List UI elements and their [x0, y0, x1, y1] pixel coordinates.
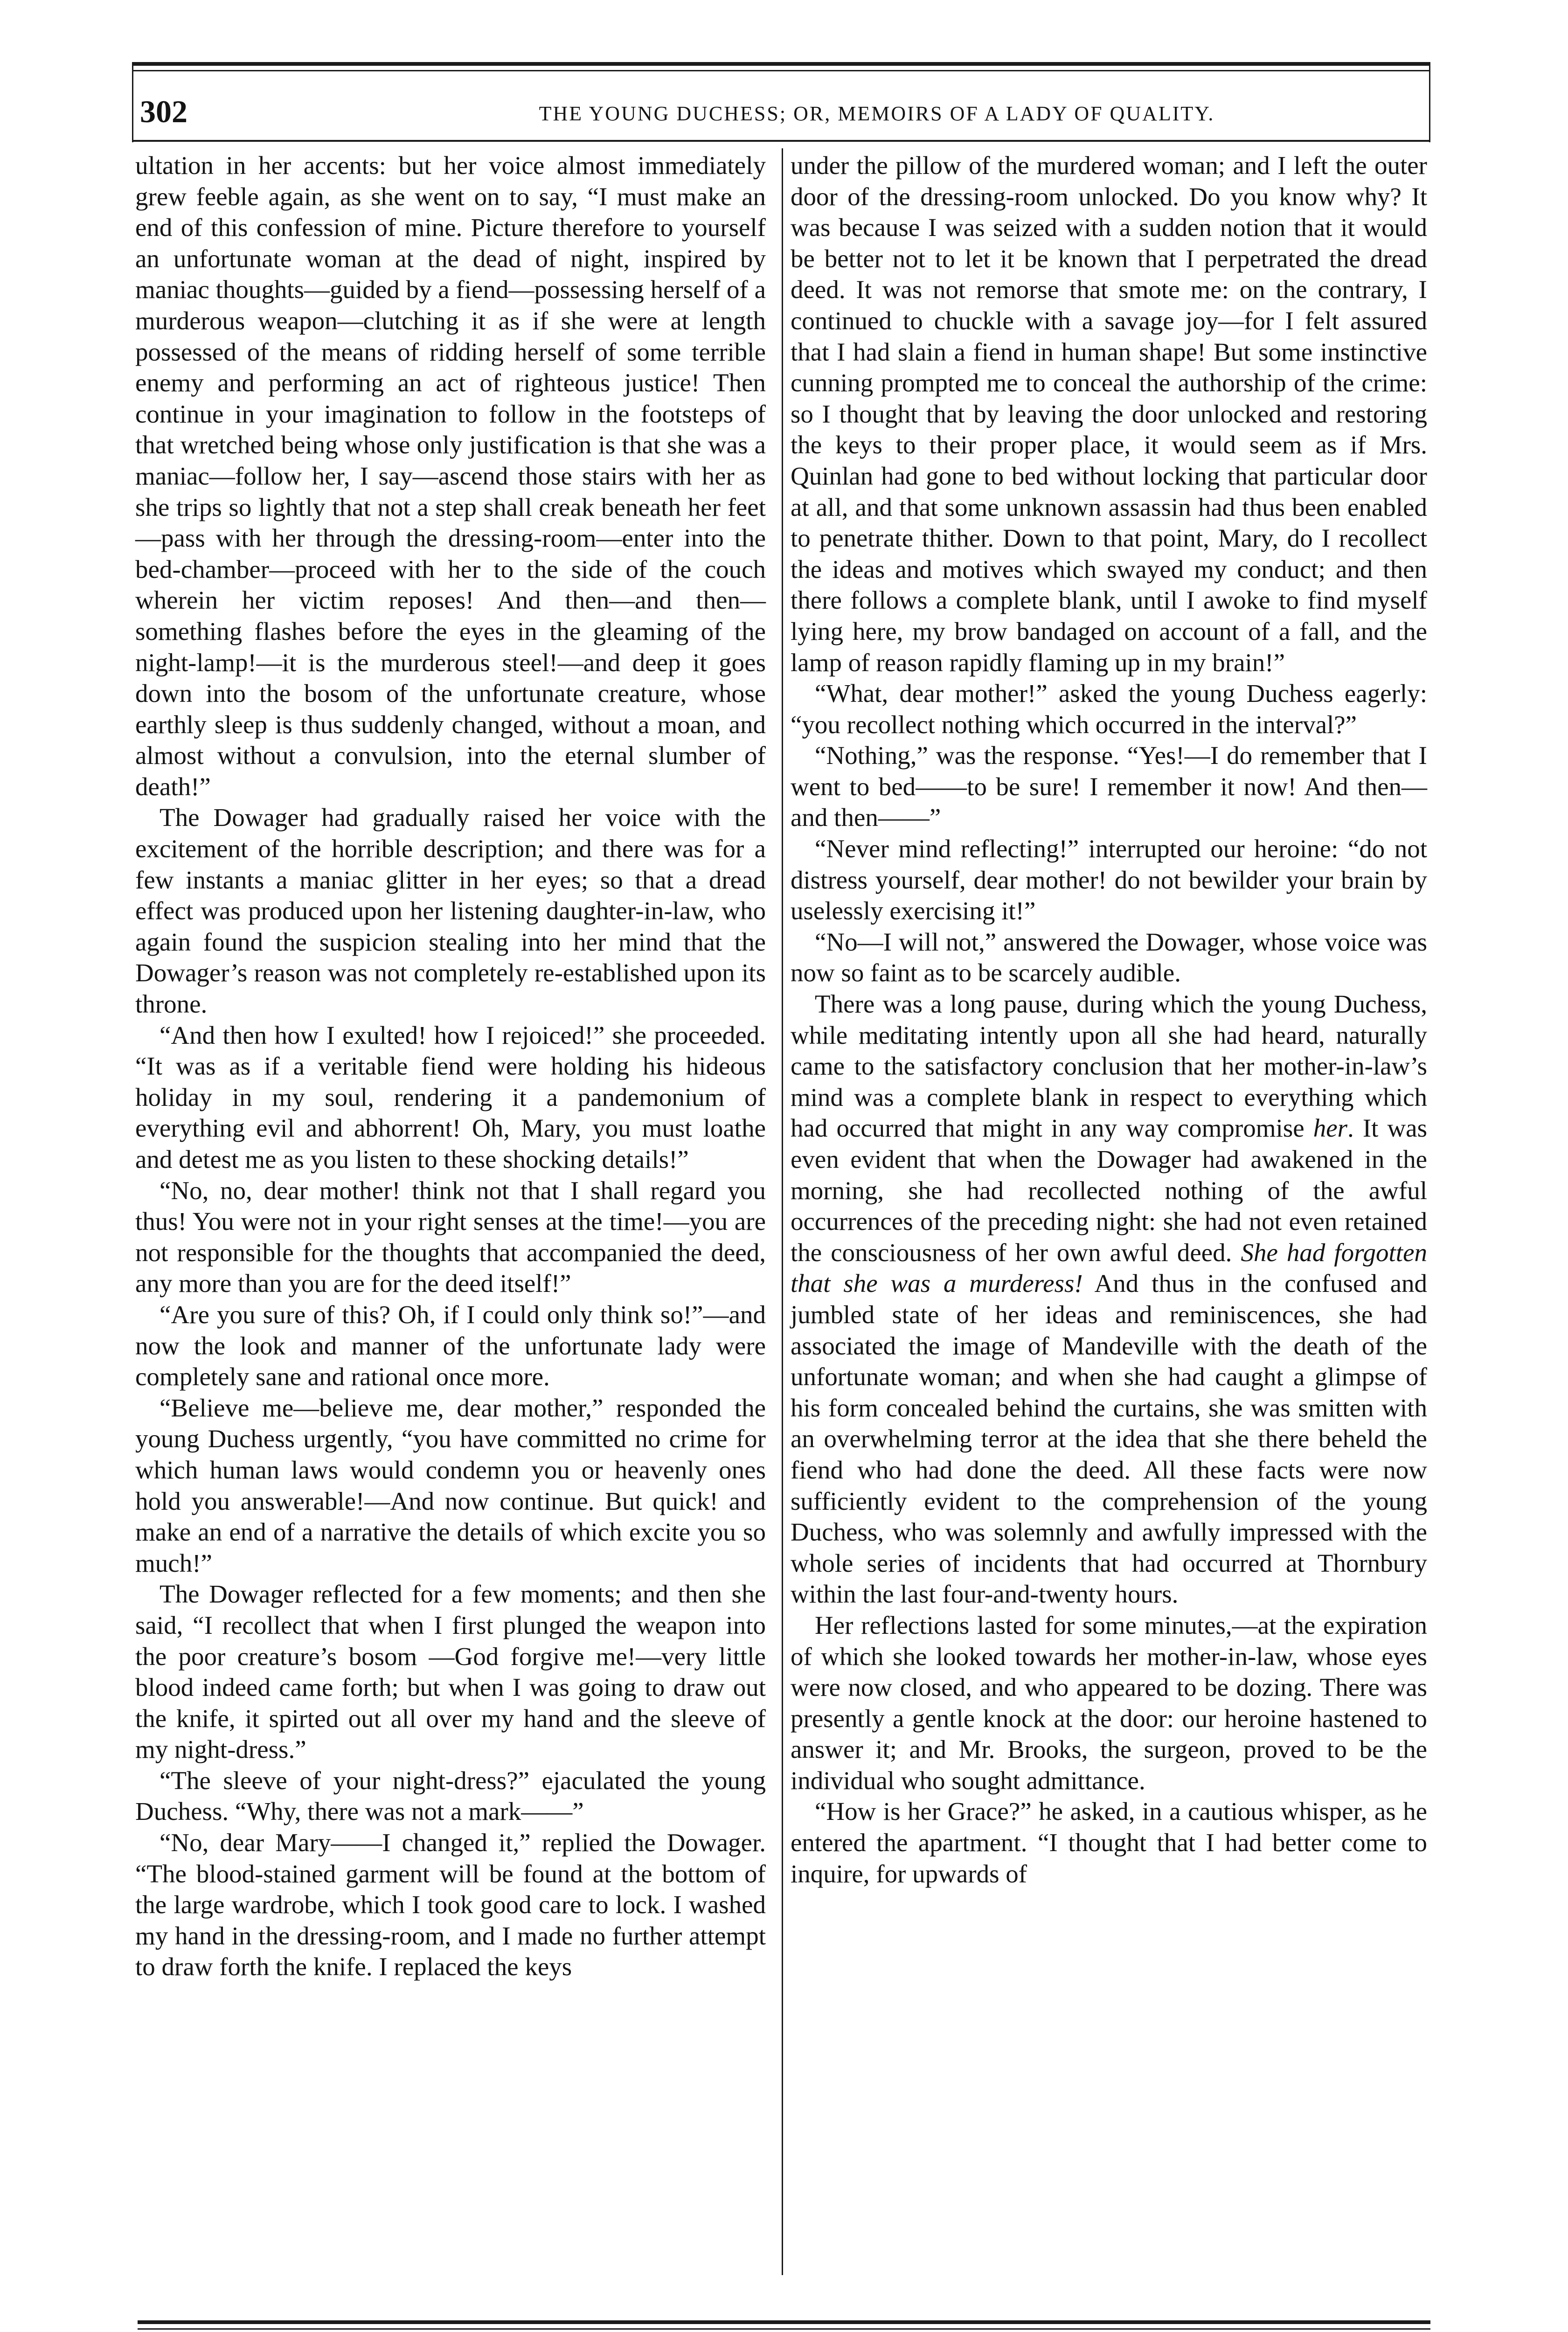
header-rule: [133, 140, 1430, 142]
header-left-border: [132, 62, 133, 142]
right-column: [791, 150, 1427, 1889]
header-right-border: [1429, 62, 1430, 142]
top-double-rule-thick: [133, 62, 1430, 66]
paragraph: “Nothing,” was the response. “Yes!—I do remember that I went to bed——to be sure! I remember it now! And then—and then——”: [791, 741, 1427, 832]
text-run: . It was even evident that when the Dowager had awakened in the morning, she had recollected nothing of the awful occurrences of the preceding night: she had not even retained the consciousness of her own awful deed.: [791, 1114, 1427, 1267]
top-double-rule-thin: [133, 70, 1430, 71]
page-number: 302: [140, 94, 187, 129]
paragraph: [791, 989, 1427, 1610]
paragraph: ultation in her accents: but her voice almost immediately grew feeble again, as she went on to say, “I must make an end of this confession of mine. Picture therefore to yourself an unfortunate woman at the dead of night, inspired by maniac thoughts—guided by a fiend—possessing herself of a murderous weapon—clutching it as if she were at length possessed of the means of ridding herself of some terrible enemy and performing an act of righteous justice! Then continue in your imagination to follow in the footsteps of that wretched being whose only justification is that she was a maniac—follow her, I say—ascend those stairs with her as she trips so lightly that not a step shall creak beneath her feet—pass with her through the dressing-room—enter into the bed-chamber—proceed with her to the side of the couch wherein her victim reposes! And then—and then—something flashes before the eyes in the gleaming of the night-lamp!—it is the murderous steel!—and deep it goes down into the bosom of the unfortunate creature, whose earthly sleep is thus suddenly changed, without a moan, and almost without a convulsion, into the eternal slumber of death!”: [135, 151, 766, 801]
text-run: There was a long pause, during which the young Duchess, while meditating intently upon all she had heard, naturally came to the satisfactory conclusion that her mother-in-law’s mind was a complete blank in respect to everything which had occurred that might in any way compromise: [791, 990, 1427, 1143]
left-column: [135, 150, 766, 1983]
bottom-double-rule-thick: [138, 2320, 1430, 2324]
paragraph: “Believe me—believe me, dear mother,” responded the young Duchess urgently, “you have committed no crime for which human laws would condemn you or heavenly ones hold you answerable!—And now continue. But quick! and make an end of a narrative the details of which excite you so much!”: [135, 1393, 766, 1577]
italic-emphasis: She had forgotten that she was a murderess!: [791, 1238, 1427, 1298]
paragraph: “And then how I exulted! how I rejoiced!” she proceeded. “It was as if a veritable fiend were holding his hideous holiday in my soul, rendering it a pandemonium of everything evil and abhorrent! Oh, Mary, you must loathe and detest me as you listen to these shocking details!”: [135, 1020, 766, 1173]
paragraph: “How is her Grace?” he asked, in a cautious whisper, as he entered the apartment. “I thought that I had better come to inquire, for upwards of: [791, 1797, 1427, 1888]
paragraph: “Never mind reflecting!” interrupted our heroine: “do not distress yourself, dear mother! do not bewilder your brain by uselessly exercising it!”: [791, 834, 1427, 925]
paragraph: The Dowager reflected for a few moments; and then she said, “I recollect that when I first plunged the weapon into the poor creature’s bosom —God forgive me!—very little blood indeed came forth; but when I was going to draw out the knife, it spirted out all over my hand and the sleeve of my night-dress.”: [135, 1580, 766, 1764]
paragraph: “No, no, dear mother! think not that I shall regard you thus! You were not in your right senses at the time!—you are not responsible for the thoughts that accompanied the deed, any more than you are for the deed itself!”: [135, 1176, 766, 1298]
paragraph: “No, dear Mary——I changed it,” replied the Dowager. “The blood-stained garment will be found at the bottom of the large wardrobe, which I took good care to lock. I washed my hand in the dressing-room, and I made no further attempt to draw forth the knife. I replaced the keys: [135, 1828, 766, 1981]
text-run: And thus in the confused and jumbled state of her ideas and reminiscences, she had associated the image of Mandeville with the death of the unfortunate woman; and when she had caught a glimpse of his form concealed behind the curtains, she was smitten with an overwhelming terror at the idea that she there beheld the fiend who had done the deed. All these facts were now sufficiently evident to the comprehension of the young Duchess, who was solemnly and awfully impressed with the whole series of incidents that had occurred at Thornbury within the last four-and-twenty hours.: [791, 1269, 1428, 1609]
column-divider: [782, 148, 783, 2275]
paragraph: “No—I will not,” answered the Dowager, whose voice was now so faint as to be scarcely audible.: [791, 927, 1427, 987]
paragraph: “What, dear mother!” asked the young Duchess eagerly: “you recollect nothing which occurred in the interval?”: [791, 679, 1427, 739]
paragraph: Her reflections lasted for some minutes,—at the expiration of which she looked towards her mother-in-law, whose eyes were now closed, and who appeared to be dozing. There was presently a gentle knock at the door: our heroine hastened to answer it; and Mr. Brooks, the surgeon, proved to be the individual who sought admittance.: [791, 1610, 1427, 1795]
paragraph: “Are you sure of this? Oh, if I could only think so!”—and now the look and manner of the unfortunate lady were completely sane and rational once more.: [135, 1300, 766, 1391]
bottom-double-rule-thin: [138, 2328, 1430, 2330]
paragraph: “The sleeve of your night-dress?” ejaculated the young Duchess. “Why, there was not a mark——”: [135, 1766, 766, 1826]
running-head: THE YOUNG DUCHESS; OR, MEMOIRS OF A LADY OF QUALITY.: [539, 102, 1215, 125]
paragraph: under the pillow of the murdered woman; and I left the outer door of the dressing-room unlocked. Do you know why? It was because I was seized with a sudden notion that it would be better not to let it be known that I perpetrated the dread deed. It was not remorse that smote me: on the contrary, I continued to chuckle with a savage joy—for I felt assured that I had slain a fiend in human shape! But some instinctive cunning prompted me to conceal the authorship of the crime: so I thought that by leaving the door unlocked and restoring the keys to their proper place, it would seem as if Mrs. Quinlan had gone to bed without locking that particular door at all, and that some unknown assassin had thus been enabled to penetrate thither. Down to that point, Mary, do I recollect the ideas and motives which swayed my conduct; and then there follows a complete blank, until I awoke to find myself lying here, my brow bandaged on account of a fall, and the lamp of reason rapidly flaming up in my brain!”: [791, 151, 1427, 677]
paragraph: The Dowager had gradually raised her voice with the excitement of the horrible description; and there was for a few instants a maniac glitter in her eyes; so that a dread effect was produced upon her listening daughter-in-law, who again found the suspicion stealing into her mind that the Dowager’s reason was not completely re-established upon its throne.: [135, 803, 766, 1019]
italic-emphasis: her: [1313, 1114, 1348, 1143]
